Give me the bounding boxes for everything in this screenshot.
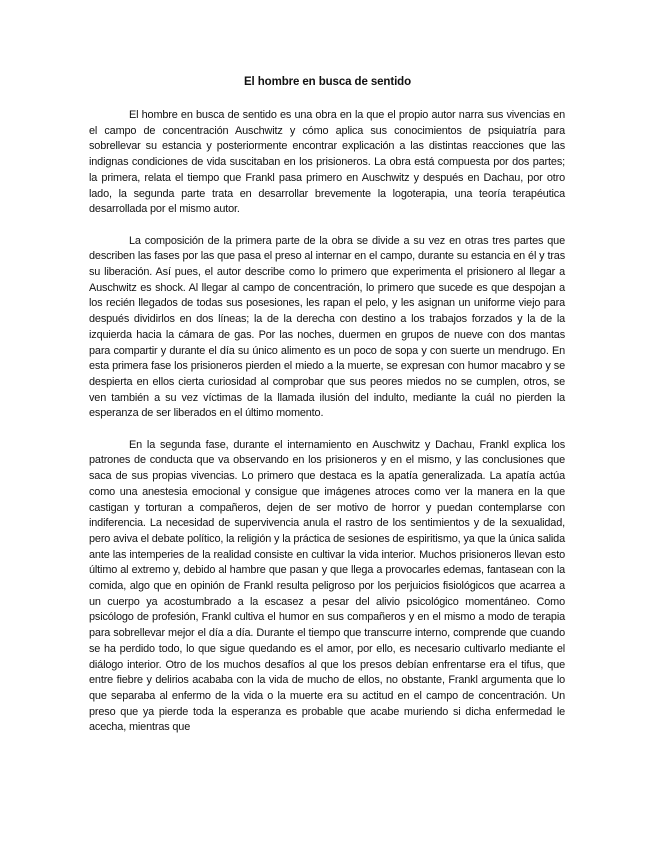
paragraph-3: En la segunda fase, durante el internamiento en Auschwitz y Dachau, Frankl explica los patrones de conducta que va observando en los prisioneros y en el mismo, y las conclusiones que saca de sus propias vivencias. Lo primero que destaca es la apatía generalizada. La apatía actúa como una anestesia emocional y consigue que imágenes atroces como ver la manera en la que castigan y torturan a compañeros, dejen de ser motivo de horror y puedan contemplarse con indiferencia. La necesidad de supervivencia anula el rastro de los sentimientos y de la sexualidad, pero aviva el debate político, la religión y la práctica de sesiones de espiritismo, ya que la única salida ante las intemperies de la realidad consiste en cultivar la vida interior. Muchos prisioneros llevan esto último al extremo y, debido al hambre que pasan y que llega a provocarles edemas, fantasean con la comida, algo que en opinión de Frankl resulta peligroso por los perjuicios fisiológicos que acarrea a un cuerpo ya acostumbrado a la escasez a pesar del alivio psicológico momentáneo. Como psicólogo de profesión, Frankl cultiva el humor en sus compañeros y en el mismo a modo de terapia para sobrellevar mejor el día a día. Durante el tiempo que transcurre interno, comprende que cuando se ha perdido todo, lo que sigue quedando es el amor, por ello, es necesario cultivarlo mediante el diálogo interior. Otro de los muchos desafíos al que los presos debían enfrentarse era el tifus, que entre fiebre y delirios acababa con la vida de mucho de ellos, no obstante, Frankl argumenta que lo que separaba al enfermo de la vida o la muerte era su actitud en el campo de concentración. Un preso que ya pierde toda la esperanza es probable que acabe muriendo si dicha enfermedad le acecha, mientras que bbox=[89, 438, 565, 734]
paragraph-2: La composición de la primera parte de la obra se divide a su vez en otras tres partes que describen las fases por las que pasa el preso al internar en el campo, durante su estancia en él y tras su liberación. Así pues, el autor describe como lo primero que experimenta el prisionero al llegar a Auschwitz es shock. Al llegar al campo de concentración, lo primero que sucede es que despojan a los recién llegados de todas sus posesiones, les rapan el pelo, y les asignan un uniforme viejo para después dividirlos en dos líneas; la de la derecha con destino a los trabajos forzados y la de la izquierda hacia la cámara de gas. Por las noches, duermen en grupos de nueve con dos mantas para compartir y durante el día su único alimento es un poco de sopa y con suerte un mendrugo. En esta primera fase los prisioneros pierden el miedo a la muerte, se expresan con humor macabro y se despierta en ellos cierta curiosidad al comprobar que sus peores miedos no se cumplen, otros, se ven también a su vez víctimas de la llamada ilusión del indulto, mediante la cuál no pierden la esperanza de ser liberados en el último momento. bbox=[89, 234, 565, 420]
paragraph-1: El hombre en busca de sentido es una obra en la que el propio autor narra sus vivencias en el campo de concentración Auschwitz y cómo aplica sus conocimientos de psiquiatría para sobrellevar su estancia y posteriormente encontrar explicación a las distintas reacciones que las indignas condiciones de vida suscitaban en los prisioneros. La obra está compuesta por dos partes; la primera, relata el tiempo que Frankl pasa primero en Auschwitz y después en Dachau, por otro lado, la segunda parte trata en desarrollar brevemente la logoterapia, una teoría terapéutica desarrollada por el mismo autor. bbox=[89, 109, 565, 216]
document-title: El hombre en busca de sentido bbox=[243, 76, 412, 88]
document-body bbox=[89, 108, 565, 752]
